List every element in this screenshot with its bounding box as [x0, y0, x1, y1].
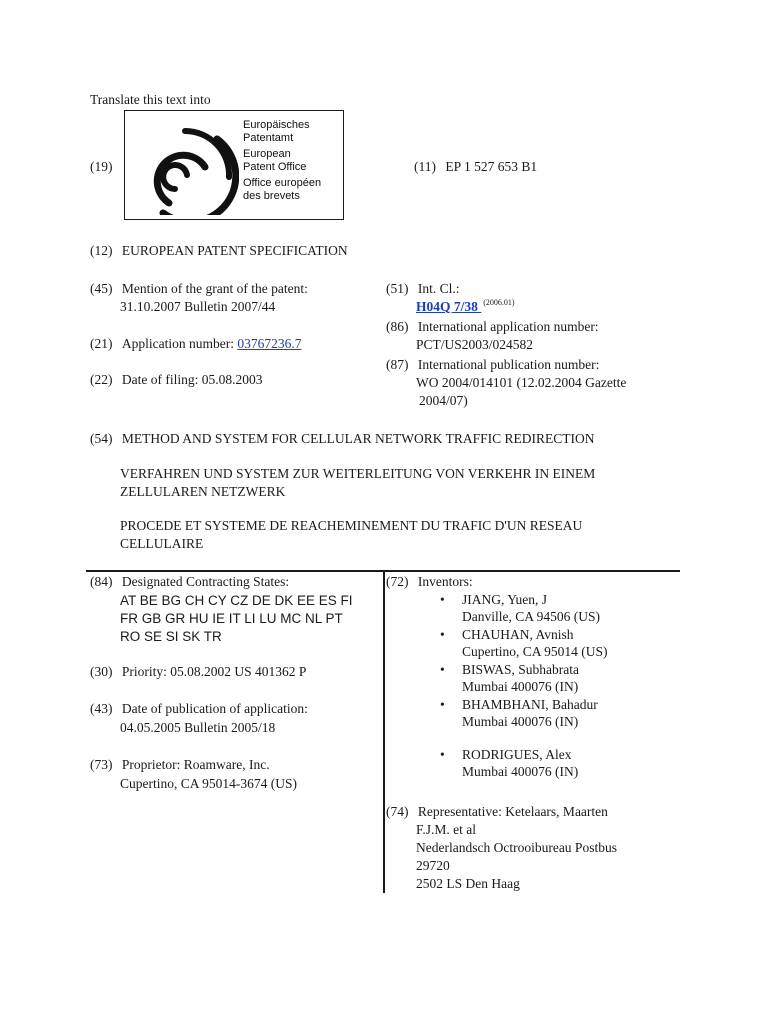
translate-prompt: Translate this text into	[90, 92, 211, 107]
designated-states-label: Designated Contracting States:	[121, 574, 290, 589]
inid-code-54: (54)	[90, 431, 113, 446]
list-item	[440, 627, 608, 660]
proprietor-address: Cupertino, CA 95014-3674 (US)	[120, 776, 297, 791]
inventor-name: BHAMBHANI, Bahadur	[462, 697, 598, 712]
inid-code-43: (43)	[90, 701, 113, 716]
inid-code-21: (21)	[90, 336, 113, 351]
intl-application-label: International application number:	[417, 319, 599, 334]
bullet-icon: •	[440, 697, 445, 712]
inid-code-12: (12)	[90, 243, 113, 258]
inventor-name: BISWAS, Subhabrata	[462, 662, 579, 677]
inid-code-30: (30)	[90, 664, 113, 679]
title-de-2: ZELLULAREN NETZWERK	[120, 484, 286, 499]
spec-title: EUROPEAN PATENT SPECIFICATION	[121, 243, 348, 258]
application-number-line	[90, 336, 301, 352]
proprietor-line	[90, 757, 270, 773]
title-en-line	[90, 431, 595, 447]
office-name-en: European Patent Office	[243, 148, 307, 173]
representative-line	[386, 804, 608, 820]
office-names	[243, 119, 321, 206]
publication-date-line	[90, 701, 308, 717]
priority-line	[90, 664, 306, 680]
inventors-label: Inventors:	[417, 574, 473, 589]
inventors-line	[386, 574, 473, 590]
publication-number-line	[414, 159, 537, 175]
list-item	[440, 662, 608, 695]
inventor-address: Cupertino, CA 95014 (US)	[462, 643, 608, 659]
inid-code-87: (87)	[386, 357, 409, 372]
epo-logo-icon	[133, 117, 239, 215]
intcl-line	[386, 281, 460, 297]
intcl-classification-link[interactable]: H04Q 7/38	[416, 299, 482, 314]
title-de-1: VERFAHREN UND SYSTEM ZUR WEITERLEITUNG VON VERKEHR IN EINEM	[120, 466, 596, 481]
application-label: Application number:	[121, 336, 238, 351]
intl-publication-value-2: 2004/07)	[419, 393, 468, 408]
designated-states-line	[90, 574, 289, 590]
filing-date: Date of filing: 05.08.2003	[121, 372, 263, 387]
inid-code-86: (86)	[386, 319, 409, 334]
priority: Priority: 05.08.2002 US 401362 P	[121, 664, 307, 679]
inventor-address: Mumbai 400076 (IN)	[462, 763, 579, 779]
intcl-value-line	[416, 298, 515, 315]
filing-date-line	[90, 372, 262, 388]
grant-line	[90, 281, 308, 297]
publication-date-label: Date of publication of application:	[121, 701, 308, 716]
representative-2: F.J.M. et al	[416, 822, 477, 837]
intcl-version: (2006.01)	[483, 298, 515, 307]
representative-4: 29720	[416, 858, 450, 873]
list-item	[440, 592, 608, 625]
epo-logo	[124, 110, 344, 220]
representative-5: 2502 LS Den Haag	[416, 876, 520, 891]
inventor-name: RODRIGUES, Alex	[462, 747, 572, 762]
inid-code-74: (74)	[386, 804, 409, 819]
intl-publication-line	[386, 357, 599, 373]
application-number-link[interactable]: 03767236.7	[237, 336, 302, 351]
bullet-icon: •	[440, 592, 445, 607]
list-item	[440, 747, 608, 780]
inid-code-19: (19)	[90, 159, 113, 174]
office-name-fr: Office européen des brevets	[243, 177, 322, 202]
inid-code-84: (84)	[90, 574, 113, 589]
inid-code-73: (73)	[90, 757, 113, 772]
publication-date-value: 04.05.2005 Bulletin 2005/18	[120, 720, 276, 735]
representative-label: Representative: Ketelaars, Maarten	[417, 804, 608, 819]
grant-label: Mention of the grant of the patent:	[121, 281, 308, 296]
designated-states-3: RO SE SI SK TR	[120, 629, 222, 644]
designated-states-1: AT BE BG CH CY CZ DE DK EE ES FI	[120, 593, 353, 608]
inventor-name: JIANG, Yuen, J	[462, 592, 547, 607]
intl-application-value: PCT/US2003/024582	[416, 337, 534, 352]
inid-code-72: (72)	[386, 574, 409, 589]
bullet-icon: •	[440, 662, 445, 677]
column-divider	[383, 571, 385, 893]
title-en: METHOD AND SYSTEM FOR CELLULAR NETWORK TRAFFIC REDIRECTION	[121, 431, 595, 446]
proprietor: Proprietor: Roamware, Inc.	[121, 757, 270, 772]
inventor-address: Danville, CA 94506 (US)	[462, 608, 600, 624]
bullet-icon: •	[440, 627, 445, 642]
inventor-address: Mumbai 400076 (IN)	[462, 713, 579, 729]
inid-code-11: (11)	[414, 159, 436, 174]
intcl-label: Int. Cl.:	[417, 281, 460, 296]
list-item	[440, 697, 608, 730]
representative-3: Nederlandsch Octrooibureau Postbus	[416, 840, 617, 855]
intl-publication-value-1: WO 2004/014101 (12.02.2004 Gazette	[416, 375, 627, 390]
inventor-address: Mumbai 400076 (IN)	[462, 678, 579, 694]
inid-code-22: (22)	[90, 372, 113, 387]
publication-number: EP 1 527 653 B1	[445, 159, 538, 174]
office-name-de: Europäisches Patentamt	[243, 119, 310, 144]
inid-code-45: (45)	[90, 281, 113, 296]
designated-states-2: FR GB GR HU IE IT LI LU MC NL PT	[120, 611, 343, 626]
title-fr-1: PROCEDE ET SYSTEME DE REACHEMINEMENT DU TRAFIC D'UN RESEAU	[120, 518, 583, 533]
inventor-name: CHAUHAN, Avnish	[462, 627, 574, 642]
grant-value: 31.10.2007 Bulletin 2007/44	[120, 299, 276, 314]
bullet-icon: •	[440, 747, 445, 762]
inid-code-51: (51)	[386, 281, 409, 296]
inventors-list	[440, 592, 608, 780]
intl-publication-label: International publication number:	[417, 357, 600, 372]
spec-title-line	[90, 243, 348, 259]
intl-application-line	[386, 319, 599, 335]
title-fr-2: CELLULAIRE	[120, 536, 204, 551]
